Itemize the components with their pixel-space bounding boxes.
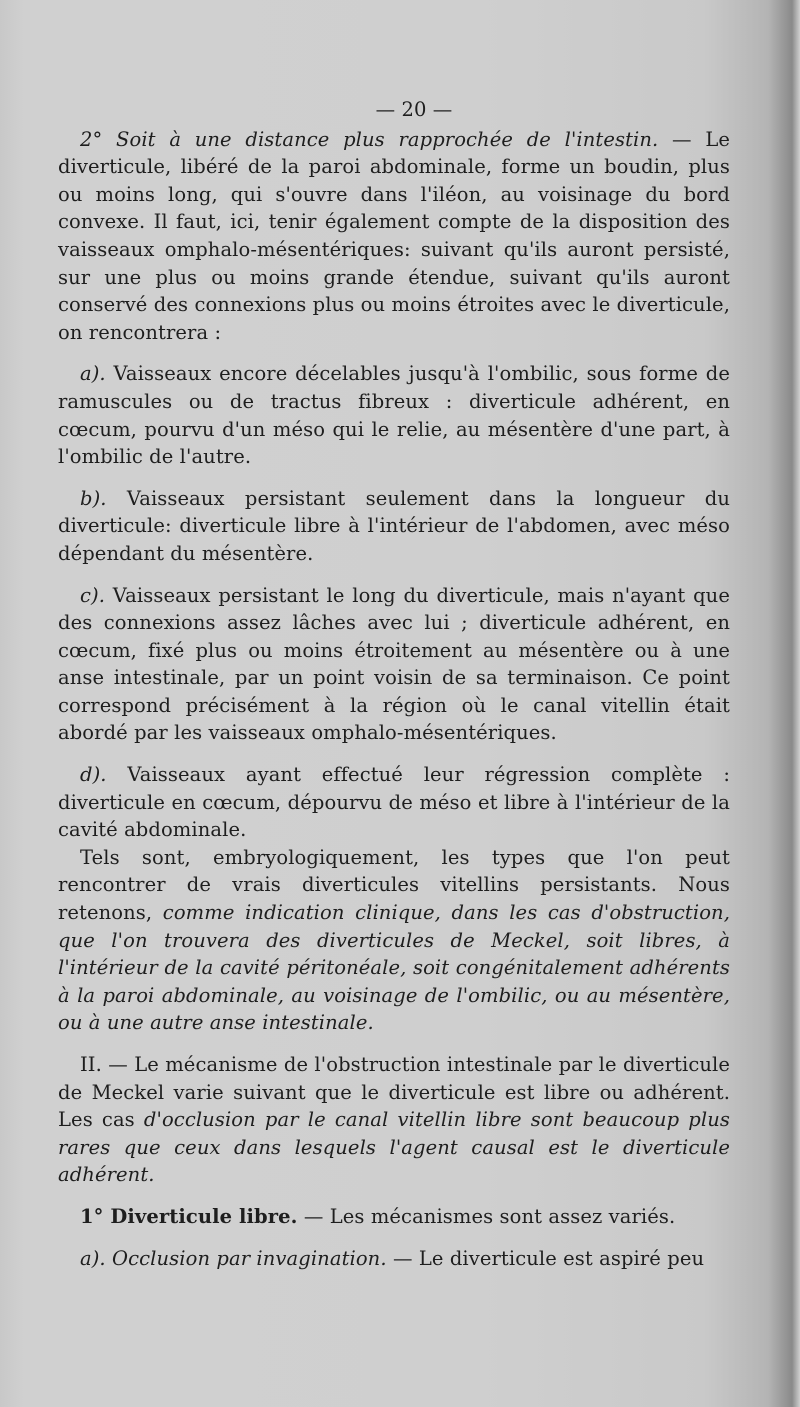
item-label: d).: [80, 763, 107, 787]
paragraph-body: Tels sont, embryologiquement, les types que l'on peut rencontrer de vrais diverticules vitellins persistants. Nous retenons,: [58, 845, 730, 925]
item-text: Vaisseaux ayant effectué leur régression complète : diverticule en cœcum, dépourvu de méso et libre à l'intérieur de la cavité abdominale.: [58, 763, 730, 842]
item-text: Vaisseaux persistant le long du diverticule, mais n'ayant que des connexions assez lâches avec lui ; diverticule adhérent, en cœcum, fixé plus ou moins étroitement au mésentère ou à une anse intestinale, par un point voisin de sa terminaison. Ce point correspond précisément à la région où le canal vitellin était abordé par les vaisseaux omphalo-mésentériques.: [58, 583, 730, 745]
paragraph-emphasis: comme indication clinique, dans les cas d'obstruction, que l'on trouvera des diverticules de Meckel, soit libres, à l'intérieur de la cavité péritonéale, soit congénitalement adhérents à la paroi abdominale, au voisinage de l'ombilic, ou au mésentère, ou à une autre anse intestinale.: [58, 901, 731, 1035]
paragraph-body: II. — Le mécanisme de l'obstruction intestinale par le diverticule de Meckel varie suivant que le diverticule est libre ou adhérent. Les cas: [58, 1053, 730, 1132]
item-label: b).: [80, 486, 107, 510]
paragraph-distance: [58, 126, 730, 347]
item-text: Vaisseaux encore décelables jusqu'à l'ombilic, sous forme de ramuscules ou de tractus fibreux : diverticule adhérent, en cœcum, pourvu d'un méso qui le relie, au mésentère d'une part, à l'ombilic de l'autre.: [58, 362, 730, 469]
list-item-a: [58, 360, 730, 470]
page-text: [58, 96, 730, 1272]
heading-text: — Les mécanismes sont assez variés.: [297, 1204, 676, 1228]
item-label: c).: [80, 583, 106, 607]
paragraph-body: — Le diverticule, libéré de la paroi abdominale, forme un boudin, plus ou moins long, qui s'ouvre dans l'iléon, au voisinage du bord convexe. Il faut, ici, tenir également compte de la disposition des vaisseaux omphalo-mésentériques: suivant qu'ils auront persisté, sur une plus ou moins grande étendue, suivant qu'ils auront conservé des connexions plus ou moins étroites avec le diverticule, on rencontrera :: [58, 127, 731, 344]
paragraph-mechanism: [58, 1051, 730, 1189]
paragraph-lead: 2° Soit à une distance plus rapprochée de l'intestin.: [80, 127, 659, 151]
section-heading-libre: [58, 1203, 730, 1231]
paragraph-types: [58, 844, 730, 1037]
item-label: a).: [80, 362, 106, 386]
list-item-b: [58, 485, 730, 568]
page-number: — 20 —: [375, 98, 453, 121]
paragraph-invagination: [58, 1245, 730, 1273]
paragraph-lead: a). Occlusion par invagination.: [80, 1246, 387, 1270]
paragraph-emphasis: d'occlusion par le canal vitellin libre sont beaucoup plus rares que ceux dans lesquels l'agent causal est le diverticule adhérent.: [58, 1108, 730, 1187]
paragraph-body: — Le diverticule est aspiré peu: [386, 1246, 705, 1270]
heading-bold: 1° Diverticule libre.: [80, 1204, 298, 1228]
list-item-c: [58, 582, 730, 748]
list-item-d: [58, 761, 730, 844]
item-text: Vaisseaux persistant seulement dans la longueur du diverticule: diverticule libre à l'intérieur de l'abdomen, avec méso dépendant du mésentère.: [58, 486, 730, 565]
